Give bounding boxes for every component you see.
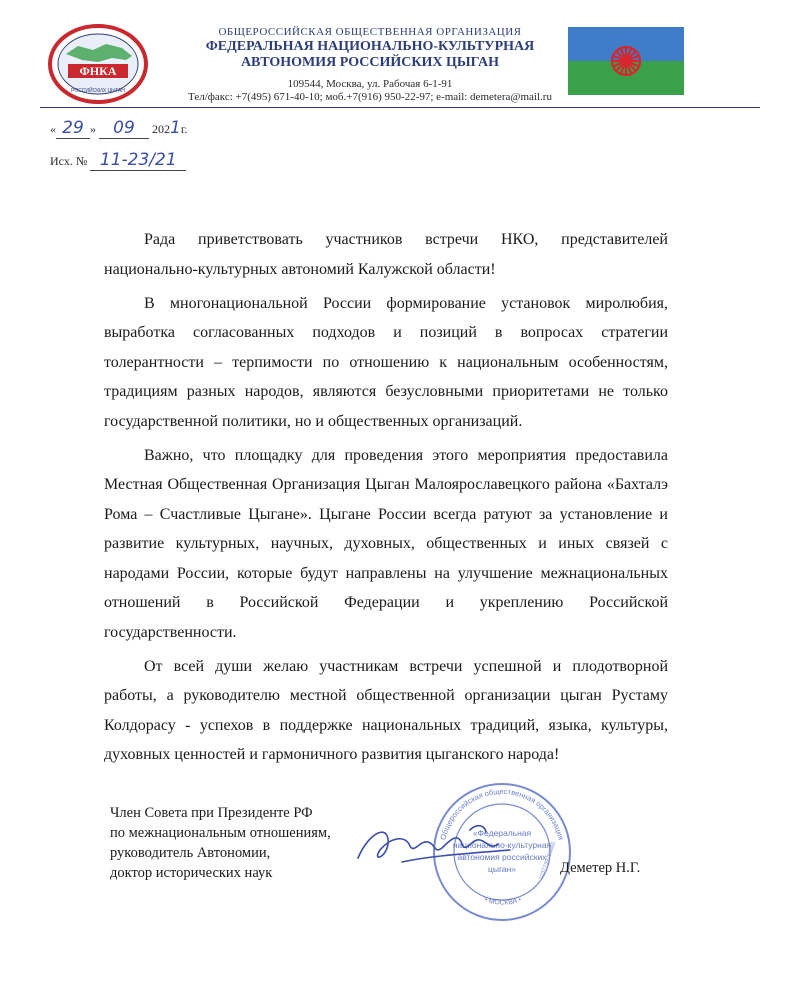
date-month: 09 [99, 118, 149, 139]
logo-text: ФНКА [79, 64, 117, 78]
organization-address: 109544, Москва, ул. Рабочая 6-1-91 [287, 78, 453, 90]
signatory-title-line: по межнациональным отношениям, [110, 825, 331, 841]
body-paragraph: От всей души желаю участникам встречи успешной и плодотворной работы, а руководителю местной общественной организации цыган Рустаму Колдорасу - успехов в поддержке национальных традиций, языка, культуры, духовных ценностей и гармоничного развития цыганского народа! [104, 657, 668, 763]
organization-contacts: Тел/факс: +7(495) 671-40-10; моб.+7(916) 950-22-97; e-mail: demetera@mail.ru [188, 91, 552, 103]
body-paragraph: Важно, что площадку для проведения этого мероприятия предоставила Местная Общественная Организация Цыган Малоярославецкого района «Бахталэ Рома – Счастливые Цыгане». Цыгане России всегда ратуют за установление и развитие культурных, научных, духовных, общественных и иных связей с народами России, которые будут направлены на улучшение межнациональных отношений в Российской Федерации и укреплению Российской государственности. [104, 446, 668, 641]
date-day: 29 [56, 118, 90, 139]
body-paragraph: Рада приветствовать участников встречи НКО, представителей национально-культурных автономий Калужской области! [104, 231, 668, 278]
signatory-title-line: доктор исторических наук [110, 865, 273, 881]
letterhead [160, 26, 580, 91]
stamp-number: 1037739766665 [538, 841, 558, 881]
logo-ring-text: РОССИЙСКИХ ЦЫГАН [71, 88, 125, 94]
stamp-bottom-text: • МОСКВА • [483, 896, 523, 907]
signatory-title-line: руководитель Автономии, [110, 845, 271, 861]
organization-name-line2: АВТОНОМИЯ РОССИЙСКИХ ЦЫГАН [240, 55, 500, 70]
signatory-title [110, 803, 331, 883]
outgoing-number-value: 11-23/21 [90, 150, 186, 171]
letter-body [104, 225, 668, 774]
stamp-ring-text: Общероссийская общественная организация [438, 786, 566, 841]
svg-text:• МОСКВА • [484, 896, 523, 906]
header-divider [40, 107, 760, 108]
date-year-prefix: 202 [152, 122, 170, 136]
stamp-center-line: «Федеральная [472, 828, 532, 838]
stamp-center-line: национально-культурная [452, 840, 552, 850]
letter-date: « 29 » 09 2021г. [50, 118, 188, 138]
organization-name-line1: ФЕДЕРАЛЬНАЯ НАЦИОНАЛЬНО-КУЛЬТУРНАЯ [205, 39, 535, 54]
signatory-name: Деметер Н.Г. [560, 860, 641, 876]
outgoing-number [50, 150, 186, 171]
handwritten-signature [350, 810, 520, 880]
date-year-suffix: 1 [170, 118, 181, 138]
chakra-wheel-icon [612, 47, 640, 75]
outgoing-label: Исх. № [50, 154, 88, 168]
signatory-title-line: Член Совета при Президенте РФ [110, 805, 313, 821]
romani-flag [568, 27, 684, 95]
organization-type: ОБЩЕРОССИЙСКАЯ ОБЩЕСТВЕННАЯ ОРГАНИЗАЦИЯ [218, 26, 522, 38]
stamp-center-line: автономия российских [457, 852, 547, 862]
body-paragraph: В многонациональной России формирование установок миролюбия, выработка согласованных подходов и позиций в вопросах стратегии толерантности – терпимости по отношению к национальным особенностям, традициям разных народов, являются безусловными приоритетами не только государственной политики, но и общественных организаций. [104, 294, 668, 430]
organization-logo [48, 24, 148, 104]
stamp-center-line: цыган» [487, 864, 517, 874]
